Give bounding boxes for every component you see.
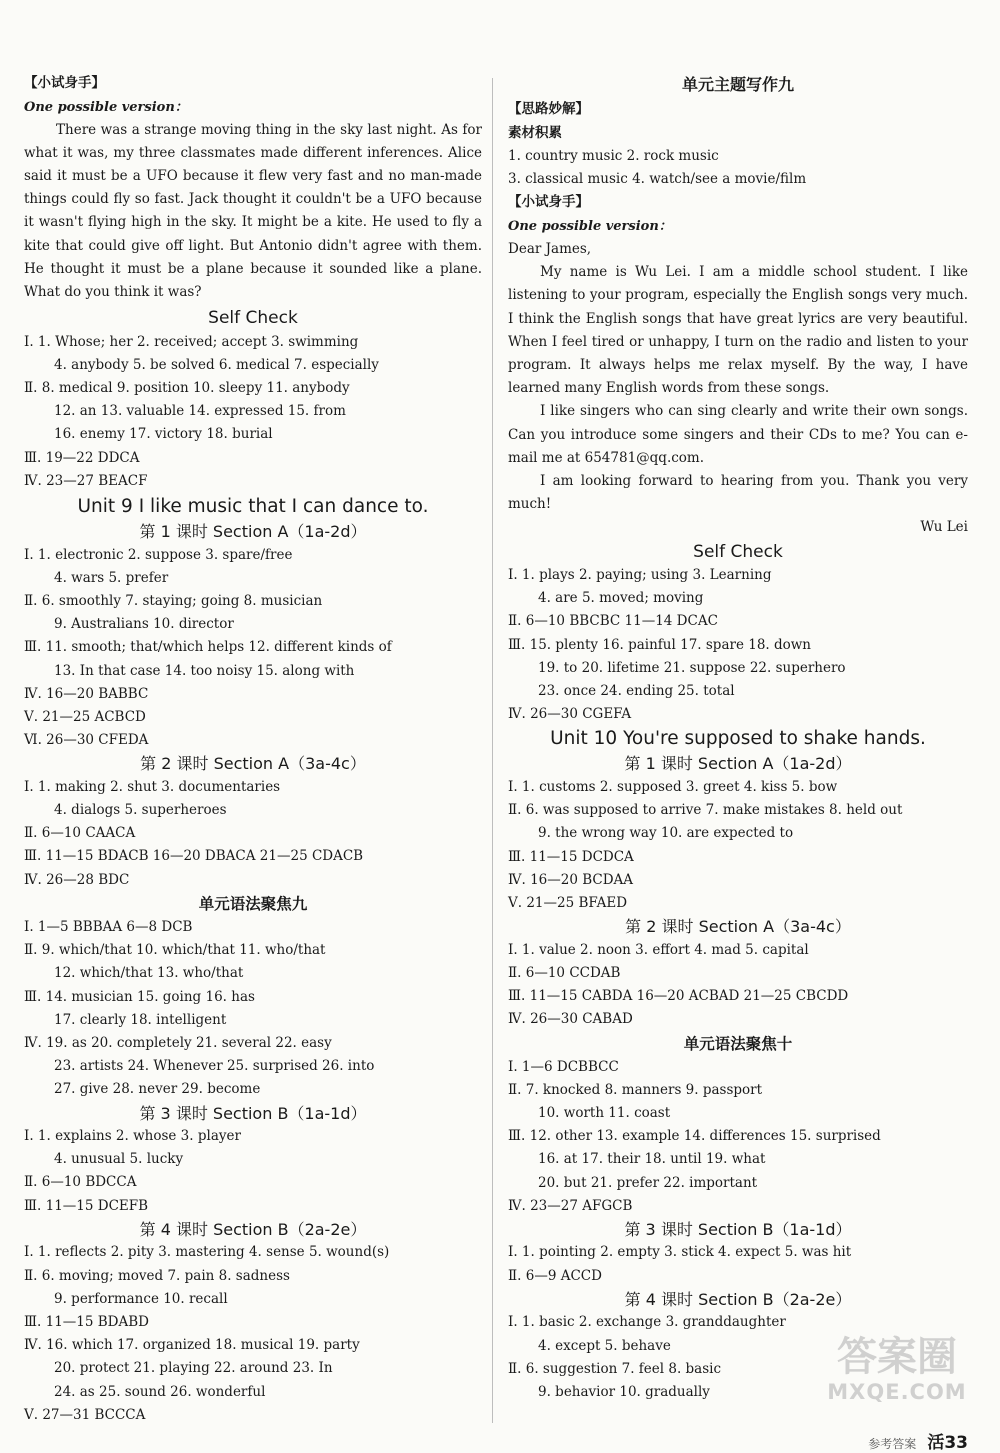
list-item: 3. classical music 4. watch/see a movie/film xyxy=(508,171,807,188)
answer-line: 24. as 25. sound 26. wonderful xyxy=(54,1383,266,1400)
lesson1-title: 第 1 课时 Section A（1a-2d） xyxy=(139,522,367,542)
lesson2-title: 第 2 课时 Section A（3a-4c） xyxy=(140,754,366,774)
answer-line: 16. enemy 17. victory 18. burial xyxy=(54,426,273,443)
lesson1-answers xyxy=(24,544,482,753)
answer-line: Ⅰ. 1. basic 2. exchange 3. granddaughter xyxy=(508,1314,786,1331)
answer-line: 23. once 24. ending 25. total xyxy=(538,683,735,700)
answer-line: Ⅱ. 6—10 CCDAB xyxy=(508,964,621,981)
lesson2-title: 第 2 课时 Section A（3a-4c） xyxy=(625,917,851,937)
unit-title: Unit 10 You're supposed to shake hands. xyxy=(550,728,926,750)
answer-line: 12. an 13. valuable 14. expressed 15. from xyxy=(54,403,346,420)
possible-version-label: One possible version： xyxy=(24,99,188,115)
lesson2-answers xyxy=(508,939,968,1032)
answer-line: Ⅰ. 1. value 2. noon 3. effort 4. mad 5. capital xyxy=(508,941,809,958)
answer-line: Ⅰ. 1. explains 2. whose 3. player xyxy=(24,1128,241,1145)
answer-line: 16. at 17. their 18. until 19. what xyxy=(538,1151,766,1168)
lesson4-title: 第 4 课时 Section B（2a-2e） xyxy=(139,1219,367,1239)
paragraph: I am looking forward to hearing from you. Thank you very much! xyxy=(508,472,968,513)
answer-line: Ⅲ. 11—15 BDABD xyxy=(24,1313,149,1330)
answer-line: Ⅱ. 6—10 BBCBC 11—14 DCAC xyxy=(508,613,718,630)
answer-line: 9. performance 10. recall xyxy=(54,1290,228,1307)
letter-greeting: Dear James, xyxy=(508,240,592,257)
answer-line: Ⅴ. 27—31 BCCCA xyxy=(24,1406,146,1423)
paragraph: I like singers who can sing clearly and write their own songs. Can you introduce some singers and their CDs to me? You can e-mail me at 654781@qq.com. xyxy=(508,403,968,466)
answer-line: Ⅰ. 1. customs 2. supposed 3. greet 4. kiss 5. bow xyxy=(508,778,838,795)
answer-line: 19. to 20. lifetime 21. suppose 22. superhero xyxy=(538,659,846,676)
answer-line: Ⅲ. 11—15 DCEFB xyxy=(24,1197,149,1214)
answer-line: Ⅳ. 16—20 BABBC xyxy=(24,685,149,702)
answer-line: Ⅱ. 6. suggestion 7. feel 8. basic xyxy=(508,1360,722,1377)
answer-line: 10. worth 11. coast xyxy=(538,1104,671,1121)
column-divider xyxy=(492,78,493,1423)
material-list xyxy=(508,145,968,191)
self-check-title: Self Check xyxy=(208,308,298,329)
answer-line: Ⅳ. 19. as 20. completely 21. several 22. easy xyxy=(24,1034,332,1051)
answer-line: Ⅲ. 11. smooth; that/which helps 12. different kinds of xyxy=(24,639,392,656)
grammar-answers xyxy=(508,1056,968,1218)
lesson3-answers xyxy=(24,1125,482,1218)
lesson4-answers xyxy=(24,1241,482,1427)
writing-title: 单元主题写作九 xyxy=(681,75,794,94)
answer-line: Ⅱ. 8. medical 9. position 10. sleepy 11. anybody xyxy=(24,380,350,397)
answer-line: Ⅱ. 6. smoothly 7. staying; going 8. musician xyxy=(24,592,323,609)
grammar-title: 单元语法聚焦十 xyxy=(683,1034,793,1053)
answer-line: Ⅲ. 14. musician 15. going 16. has xyxy=(24,988,255,1005)
right-column xyxy=(508,72,968,1404)
answer-line: 4. anybody 5. be solved 6. medical 7. especially xyxy=(54,356,379,373)
watermark-text: 答案圈 xyxy=(837,1334,957,1380)
answer-line: Ⅰ. 1. Whose; her 2. received; accept 3. swimming xyxy=(24,333,359,350)
answer-line: Ⅳ. 26—28 BDC xyxy=(24,871,130,888)
answer-line: 9. Australians 10. director xyxy=(54,616,234,633)
watermark-logo xyxy=(822,1334,972,1404)
lesson3-title: 第 3 课时 Section B（1a-1d） xyxy=(624,1219,852,1239)
paragraph: My name is Wu Lei. I am a middle school student. I like listening to your program, especially the English songs very much. I think the English songs that have great lyrics are very beautiful. When I feel tired or unhappy, I turn on the radio and listen to your program. It always helps me relax myself. By the way, I have learned many English words from these songs. xyxy=(508,264,968,397)
answer-line: Ⅳ. 23—27 AFGCB xyxy=(508,1197,633,1214)
lesson1-answers xyxy=(508,776,968,915)
lesson3-answers xyxy=(508,1241,968,1287)
answer-line: 20. protect 21. playing 22. around 23. In xyxy=(54,1360,333,1377)
answer-line: 23. artists 24. Whenever 25. surprised 26. into xyxy=(54,1058,375,1075)
watermark-url: MXQE.COM xyxy=(827,1380,967,1404)
answer-line: Ⅰ. 1. plays 2. paying; using 3. Learning xyxy=(508,567,772,584)
list-item: 1. country music 2. rock music xyxy=(508,148,719,164)
answer-line: 20. but 21. prefer 22. important xyxy=(538,1174,758,1191)
answer-line: 4. except 5. behave xyxy=(538,1337,671,1354)
answer-line: Ⅰ. 1—5 BBBAA 6—8 DCB xyxy=(24,918,193,935)
answer-line: Ⅳ. 26—30 CGEFA xyxy=(508,706,632,723)
grammar-title: 单元语法聚焦九 xyxy=(198,894,308,913)
material-label: 素材积累 xyxy=(508,124,562,141)
answer-line: Ⅴ. 21—25 ACBCD xyxy=(24,708,146,725)
unit-title: Unit 9 I like music that I can dance to. xyxy=(77,496,429,518)
answer-line: Ⅱ. 6—9 ACCD xyxy=(508,1267,602,1284)
lesson4-title: 第 4 课时 Section B（2a-2e） xyxy=(624,1289,852,1309)
answer-line: 4. unusual 5. lucky xyxy=(54,1151,184,1168)
answer-line: 9. the wrong way 10. are expected to xyxy=(538,825,794,842)
answer-line: Ⅲ. 11—15 CABDA 16—20 ACBAD 21—25 CBCDD xyxy=(508,988,849,1005)
self-check-title: Self Check xyxy=(693,541,783,562)
answer-line: 17. clearly 18. intelligent xyxy=(54,1011,227,1028)
answer-line: Ⅰ. 1. reflects 2. pity 3. mastering 4. sense 5. wound(s) xyxy=(24,1244,390,1261)
answer-line: Ⅲ. 11—15 BDACB 16—20 DBACA 21—25 CDACB xyxy=(24,848,364,865)
left-column xyxy=(24,72,482,1427)
possible-version-label: One possible version： xyxy=(508,218,672,234)
answer-line: Ⅱ. 7. knocked 8. manners 9. passport xyxy=(508,1081,763,1098)
self-check-answers xyxy=(24,331,482,493)
page-footer xyxy=(868,1428,968,1453)
answer-line: 13. In that case 14. too noisy 15. along with xyxy=(54,662,355,679)
answer-line: 4. wars 5. prefer xyxy=(54,569,169,586)
answer-line: 12. which/that 13. who/that xyxy=(54,965,244,982)
answer-line: Ⅱ. 6—10 CAACA xyxy=(24,825,136,842)
answer-line: Ⅰ. 1. making 2. shut 3. documentaries xyxy=(24,778,281,795)
footer-label: 参考答案 xyxy=(868,1437,917,1451)
self-check-answers xyxy=(508,564,968,726)
grammar-answers xyxy=(24,916,482,1102)
try-label: 【小试身手】 xyxy=(24,75,105,91)
answer-line: Ⅰ. 1. electronic 2. suppose 3. spare/free xyxy=(24,546,293,563)
answer-line: Ⅳ. 16—20 BCDAA xyxy=(508,871,634,888)
answer-line: Ⅱ. 6. moving; moved 7. pain 8. sadness xyxy=(24,1267,290,1284)
answer-line: Ⅲ. 11—15 DCDCA xyxy=(508,848,634,865)
lesson2-answers xyxy=(24,776,482,892)
answer-line: Ⅰ. 1. pointing 2. empty 3. stick 4. expect 5. was hit xyxy=(508,1244,852,1261)
answer-line: Ⅲ. 15. plenty 16. painful 17. spare 18. down xyxy=(508,636,812,653)
answer-line: Ⅳ. 16. which 17. organized 18. musical 19. party xyxy=(24,1337,360,1354)
letter-signature: Wu Lei xyxy=(920,519,968,536)
paragraph: There was a strange moving thing in the sky last night. As for what it was, my three classmates made different inferences. Alice said it must be a UFO because it flew very fast and no man-made things could fly so fast. Jack thought it couldn't be a UFO because it wasn't flying high in the sky. It might be a kite. He used to fly a kite that could give off light. But Antonio didn't agree with them. He thought it must be a plane because it sounded like a plane. What do you think it was? xyxy=(24,121,482,300)
page-number: 活33 xyxy=(927,1433,968,1453)
essay xyxy=(24,119,482,305)
answer-line: Ⅵ. 26—30 CFEDA xyxy=(24,732,149,749)
answer-line: 4. dialogs 5. superheroes xyxy=(54,802,227,819)
answer-line: 27. give 28. never 29. become xyxy=(54,1081,261,1098)
try-label: 【小试身手】 xyxy=(508,194,589,211)
answer-line: Ⅰ. 1—6 DCBBCC xyxy=(508,1058,619,1075)
answer-line: Ⅴ. 21—25 BFAED xyxy=(508,894,628,911)
lesson1-title: 第 1 课时 Section A（1a-2d） xyxy=(624,754,852,774)
answer-line: Ⅱ. 6. was supposed to arrive 7. make mistakes 8. held out xyxy=(508,802,903,819)
answer-line: Ⅱ. 9. which/that 10. which/that 11. who/that xyxy=(24,942,326,959)
lesson3-title: 第 3 课时 Section B（1a-1d） xyxy=(139,1103,367,1123)
letter-body xyxy=(508,261,968,516)
answer-line: Ⅲ. 19—22 DDCA xyxy=(24,449,140,466)
answer-line: Ⅲ. 12. other 13. example 14. differences 15. surprised xyxy=(508,1128,881,1145)
answer-line: Ⅳ. 23—27 BEACF xyxy=(24,472,148,489)
idea-label: 【思路妙解】 xyxy=(508,101,589,117)
answer-line: Ⅳ. 26—30 CABAD xyxy=(508,1011,633,1028)
answer-line: Ⅱ. 6—10 BDCCA xyxy=(24,1174,137,1191)
answer-line: 4. are 5. moved; moving xyxy=(538,590,704,607)
answer-line: 9. behavior 10. gradually xyxy=(538,1383,710,1400)
